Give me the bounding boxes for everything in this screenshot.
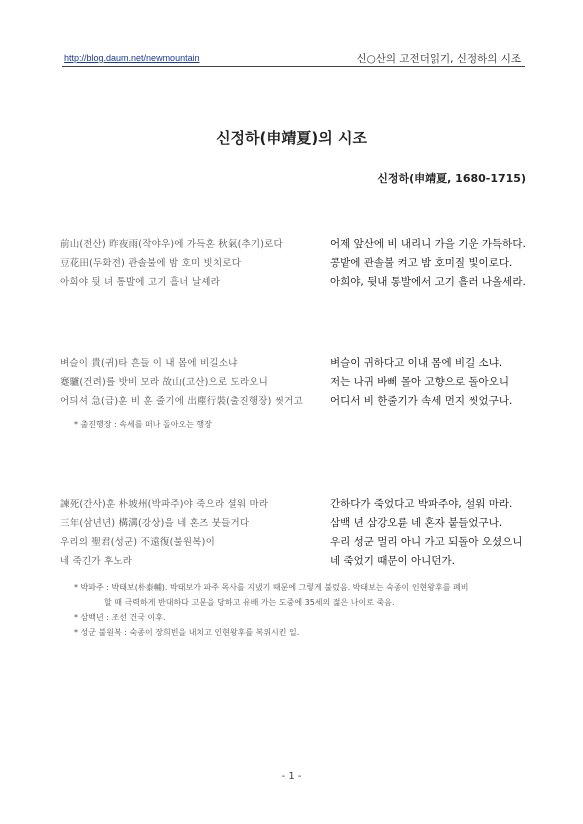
original-text: 네 죽긴가 후노라: [60, 556, 133, 567]
original-text: 三年(삼년년) 構溝(강상)을 네 혼즈 붓들거다: [60, 518, 250, 529]
original-text: 아희야 뒷 녀 통발에 고기 흘너 날셰라: [60, 277, 220, 288]
original-text: 豆花田(두화전) 관솔불에 밤 호미 빗치로다: [60, 258, 242, 269]
verse-line: [60, 274, 530, 292]
footnote-sambaeknyeon: * 삼백년 : 조선 건국 이후.: [74, 613, 166, 622]
translation-text: 어제 앞산에 비 내리니 가을 기운 가득하다.: [330, 238, 526, 250]
original-text: 우리의 聖君(성군) 不遠復(불원복)이: [60, 537, 215, 548]
verse-line: [60, 236, 530, 254]
page-number: - 1 -: [281, 771, 302, 782]
translation-text: 저는 나귀 바삐 몰아 고향으로 돌아오니: [330, 376, 509, 388]
footnote-chuljin: * 출진행장 : 속세를 떠나 돌아오는 행장: [74, 420, 212, 429]
verse-line: [60, 393, 530, 411]
document-title: 신정하(申靖夏)의 시조: [216, 129, 367, 147]
verse-line: [60, 496, 530, 514]
footnote-bakpaju-continued: 할 때 극력하게 반대하다 고문을 당하고 유배 가는 도중에 35세의 젊은 나이로 죽음.: [104, 598, 395, 607]
verse-line: [60, 553, 530, 571]
page-header: [62, 44, 525, 67]
original-text: 前山(전산) 昨夜雨(작야우)에 가득혼 秋氣(추기)로다: [60, 239, 283, 250]
verse-line: [60, 515, 530, 533]
verse-line: [60, 355, 530, 373]
translation-text: 아희야, 뒷내 통발에서 고기 흘러 나올세라.: [330, 276, 526, 288]
original-text: 어듸셔 急(급)훈 비 훈 줄기에 出塵行裝(출진행장) 씻거고: [60, 396, 303, 407]
verse-line: [60, 255, 530, 273]
translation-text: 간하다가 죽었다고 박파주야, 설워 마라.: [330, 498, 513, 510]
translation-text: 삼백 년 삼강오륜 네 혼자 붙들었구나.: [330, 517, 503, 529]
blog-url-link[interactable]: http://blog.daum.net/newmountain: [64, 53, 200, 63]
footnote-bakpaju: * 박파주 : 박태보(朴泰輔). 박태보가 파주 목사를 지냈기 때문에 그렇게 불렀음. 박태보는 숙종이 인현왕후를 폐비: [74, 583, 469, 592]
verse-line: [60, 534, 530, 552]
translation-text: 벼슬이 귀하다고 이내 몸에 비길 소냐.: [330, 357, 503, 369]
translation-text: 어디서 비 한줄기가 속세 먼지 씻었구나.: [330, 395, 513, 407]
author-line: 신정하(申靖夏, 1680-1715): [377, 172, 526, 185]
original-text: 諫死(간사)훈 朴坡州(박파주)야 죽으라 셜워 마라: [60, 499, 269, 510]
original-text: 蹇驢(건려)를 밧비 모라 故山(고산)으로 도라오니: [60, 377, 268, 388]
original-text: 벼슬이 貴(귀)타 흔들 이 내 몸에 비길소냐: [60, 358, 238, 369]
footnote-seonggun: * 성군 불원복 : 숙종이 장희빈을 내치고 인현왕후를 복위시킨 일.: [74, 628, 300, 637]
translation-text: 네 죽었기 때문이 아니던가.: [330, 555, 455, 567]
translation-text: 우리 성군 멀리 아니 가고 되돌아 오셨으니: [330, 536, 523, 548]
verse-line: [60, 374, 530, 392]
translation-text: 콩밭에 관솔불 켜고 밤 호미질 빛이로다.: [330, 257, 513, 269]
header-title: 신○산의 고전더읽기, 신정하의 시조: [356, 53, 521, 65]
